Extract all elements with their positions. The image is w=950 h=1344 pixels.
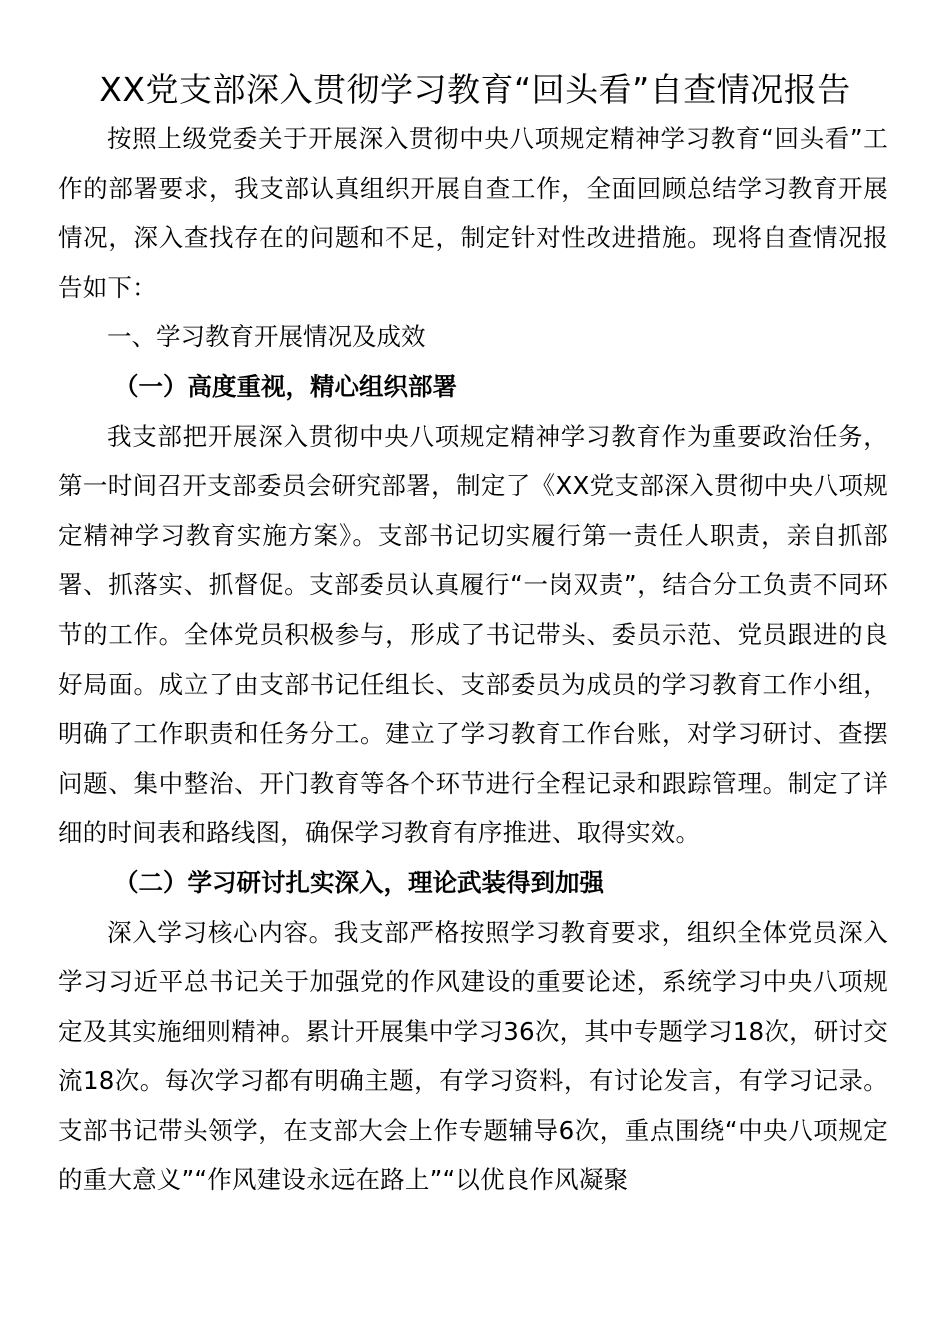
subsection-1-paragraph: 我支部把开展深入贯彻中央八项规定精神学习教育作为重要政治任务，第一时间召开支部委员会研究部署，制定了《XX党支部深入贯彻中央八项规定精神学习教育实施方案》。支部书记切实履行第一责任人职责，亲自抓部署、抓落实、抓督促。支部委员认真履行“一岗双责”，结合分工负责不同环节的工作。全体党员积极参与，形成了书记带头、委员示范、党员跟进的良好局面。成立了由支部书记任组长、支部委员为成员的学习教育工作小组，明确了工作职责和任务分工。建立了学习教育工作台账，对学习研讨、查摆问题、集中整治、开门教育等各个环节进行全程记录和跟踪管理。制定了详细的时间表和路线图，确保学习教育有序推进、取得实效。 — [58, 421, 888, 848]
document-title: XX党支部深入贯彻学习教育“回头看”自查情况报告 — [99, 70, 851, 109]
subsection-heading-1: （一）高度重视，精心组织部署 — [114, 371, 457, 401]
document-body — [58, 114, 888, 1205]
section-heading-1: 一、学习教育开展情况及成效 — [107, 322, 426, 352]
subsection-heading-2: （二）学习研讨扎实深入，理论武装得到加强 — [114, 867, 604, 897]
intro-paragraph: 按照上级党委关于开展深入贯彻中央八项规定精神学习教育“回头看”工作的部署要求，我支部认真组织开展自查工作，全面回顾总结学习教育开展情况，深入查找存在的问题和不足，制定针对性改进措施。现将自查情况报告如下： — [58, 124, 888, 302]
subsection-2-paragraph: 深入学习核心内容。我支部严格按照学习教育要求，组织全体党员深入学习习近平总书记关于加强党的作风建设的重要论述，系统学习中央八项规定及其实施细则精神。累计开展集中学习36次，其中专题学习18次，研讨交流18次。每次学习都有明确主题，有学习资料，有讨论发言，有学习记录。支部书记带头领学，在支部大会上作专题辅导6次，重点围绕“中央八项规定的重大意义”“作风建设永远在路上”“以优良作风凝聚 — [58, 917, 888, 1195]
